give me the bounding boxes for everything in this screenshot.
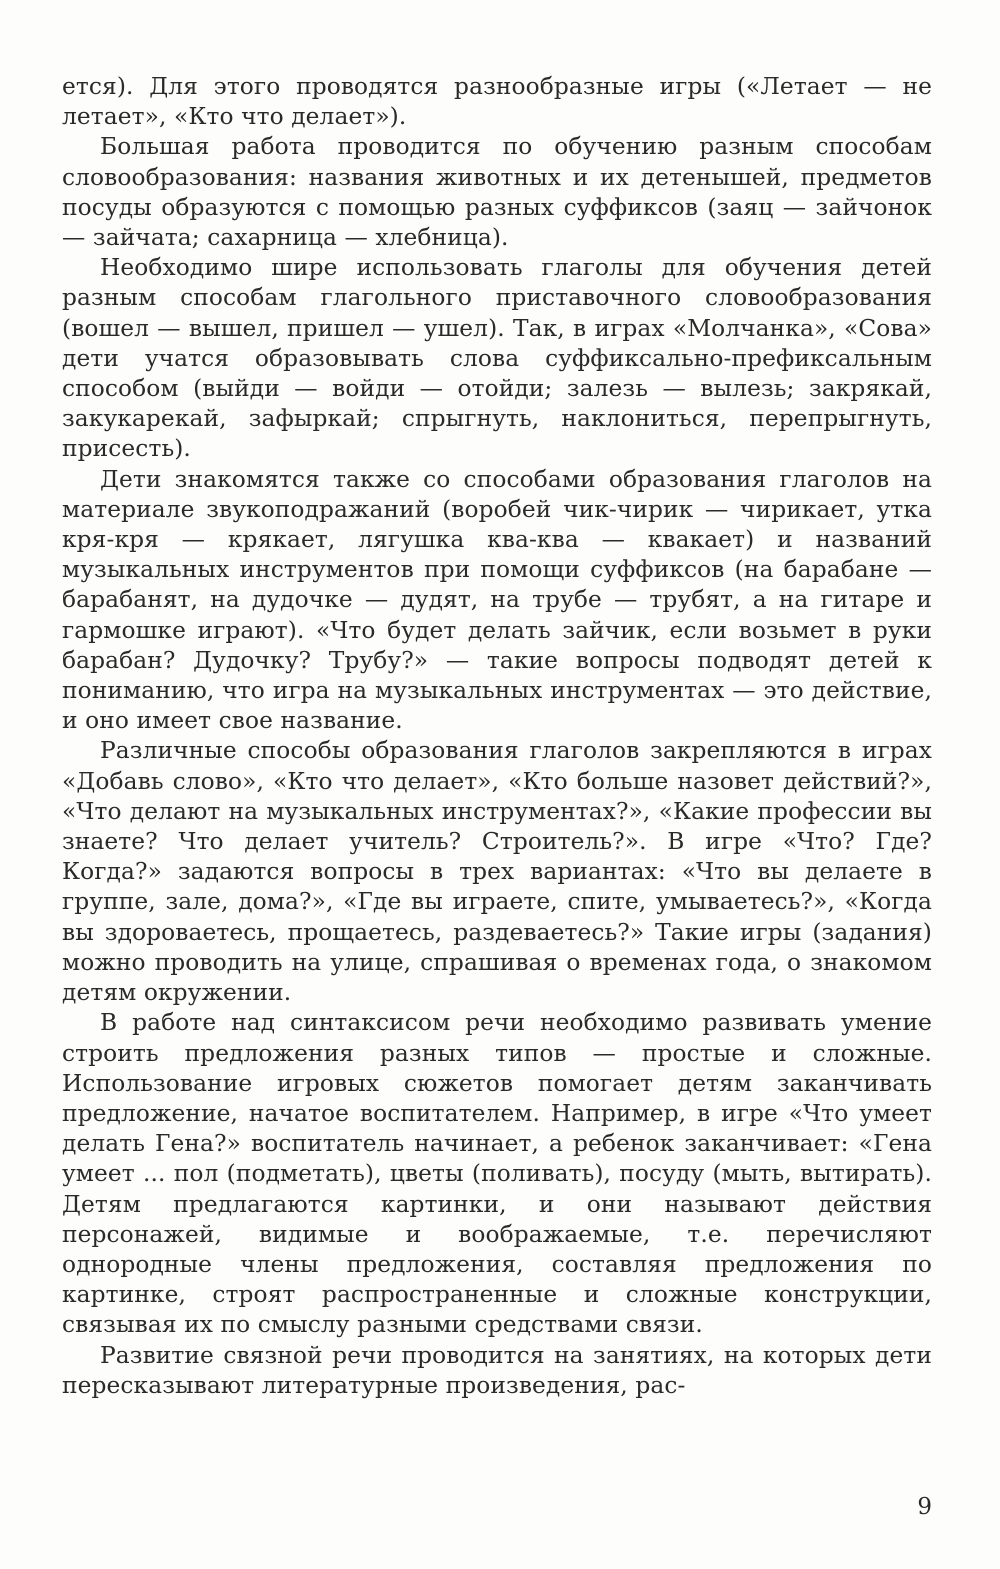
paragraph-continuation: ется). Для этого проводятся разнообразные игры («Летает — не летает», «Кто что делает»). <box>62 73 932 131</box>
paragraph-word-formation: Большая работа проводится по обучению разным способам словообразования: названия животных и их детенышей, предметов посуды образуются с помощью разных суффиксов (заяц — зайчонок — зайчата; сахарница — хлебница). <box>62 133 932 252</box>
paragraph-connected-speech: Развитие связной речи проводится на занятиях, на которых дети пересказывают литературные произведения, рас- <box>62 1341 932 1399</box>
paragraph-onomatopoeia: Дети знакомятся также со способами образования глаголов на материале звукоподражаний (воробей чик-чирик — чирикает, утка кря-кря — крякает, лягушка ква-ква — квакает) и названий музыкальных инструментов при помощи суффиксов (на барабане — барабанят, на дудочке — дудят, на трубе — трубят, а на гитаре и гармошке играют). «Что будет делать зайчик, если возьмет в руки барабан? Дудочку? Трубу?» — такие вопросы подводят детей к пониманию, что игра на музыкальных инструментах — это действие, и оно имеет свое название. <box>62 465 932 735</box>
paragraph-verbs-prefixes: Необходимо шире использовать глаголы для обучения детей разным способам глагольного приставочного словообразования (вошел — вышел, пришел — ушел). Так, в играх «Молчанка», «Сова» дети учатся образовывать слова суффиксально-префиксальным способом (выйди — войди — отойди; залезь — вылезь; закрякай, закукарекай, зафыркай; спрыгнуть, наклониться, перепрыгнуть, присесть). <box>62 254 932 463</box>
paragraph-verb-games: Различные способы образования глаголов закрепляются в играх «Добавь слово», «Кто что делает», «Кто больше назовет действий?», «Что делают на музыкальных инструментах?», «Какие профессии вы знаете? Что делает учитель? Строитель?». В игре «Что? Где? Когда?» задаются вопросы в трех вариантах: «Что вы делаете в группе, зале, дома?», «Где вы играете, спите, умываетесь?», «Когда вы здороваетесь, прощаетесь, раздеваетесь?» Такие игры (задания) можно проводить на улице, спрашивая о временах года, о знакомом детям окружении. <box>62 737 932 1007</box>
page-number: 9 <box>917 1494 932 1520</box>
paragraph-syntax: В работе над синтаксисом речи необходимо развивать умение строить предложения разных типов — простые и сложные. Использование игровых сюжетов помогает детям заканчивать предложение, начатое воспитателем. Например, в игре «Что умеет делать Гена?» воспитатель начинает, а ребенок заканчивает: «Гена умеет ... пол (подметать), цветы (поливать), посуду (мыть, вытирать). Детям предлагаются картинки, и они называют действия персонажей, видимые и воображаемые, т.е. перечисляют однородные члены предложения, составляя предложения по картинке, строят распространенные и сложные конструкции, связывая их по смыслу разными средствами связи. <box>62 1009 932 1339</box>
page-body <box>62 72 932 1401</box>
